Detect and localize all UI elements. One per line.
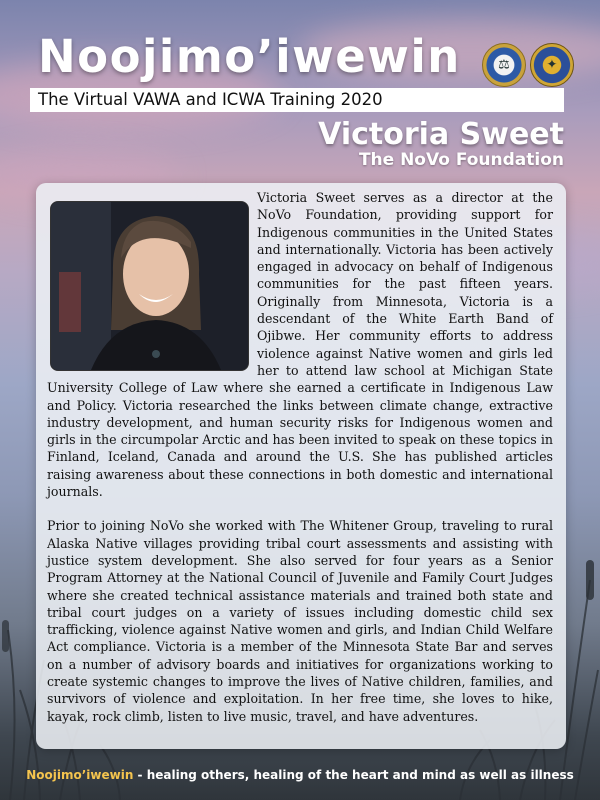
event-title: Noojimo’iwewin — [38, 30, 461, 83]
scales-of-justice-seal-icon: ⚖ — [482, 43, 526, 87]
speaker-name: Victoria Sweet — [318, 117, 564, 152]
event-subtitle: The Virtual VAWA and ICWA Training 2020 — [38, 90, 383, 109]
speaker-organization: The NoVo Foundation — [358, 150, 564, 170]
tribal-emblem-seal-icon: ✦ — [530, 43, 574, 87]
footer-tagline-text: - healing others, healing of the heart and mind as well as illness — [133, 768, 574, 782]
bio-paragraph-2: Prior to joining NoVo she worked with The Whitener Group, traveling to rural Alaska Native villages providing tribal court assessments and assisting with justice system development. She also served for four years as a Senior Program Attorney at the National Council of Juvenile and Family Court Judges where she created technical assistance materials and trained both state and tribal court judges on a variety of issues including domestic child sex trafficking, violence against Native women and girls, and Indian Child Welfare Act compliance. Victoria is a member of the Minnesota State Bar and serves on a number of advisory boards and initiatives for organizations working to create systemic changes to improve the lives of Native children, families, and survivors of violence and exploitation. In her free time, she loves to hike, kayak, rock climb, listen to live music, travel, and have adventures. — [47, 518, 553, 724]
footer-word: Noojimo’iwewin — [26, 768, 134, 782]
photo-spacer — [47, 189, 257, 376]
footer-tagline — [0, 768, 600, 782]
bio-text — [47, 189, 553, 742]
bio-paragraph-1: Victoria Sweet serves as a director at the NoVo Foundation, providing support for Indigenous communities in the United States and internationally. Victoria has been actively engaged in advocacy on behalf of Indigenous communities for the past fifteen years. Originally from Minnesota, Victoria is a descendant of the White Earth Band of Ojibwe. Her community efforts to address violence against Native women and girls led her to attend law school at Michigan State University College of Law where she earned a certificate in Indigenous Law and Policy. Victoria researched the links between climate change, extractive industry development, and human security risks for Indigenous women and girls in the circumpolar Arctic and has been invited to speak on these topics in Finland, Iceland, Canada and around the U.S. She has published articles raising awareness about these connections in both domestic and international journals. — [47, 190, 553, 500]
